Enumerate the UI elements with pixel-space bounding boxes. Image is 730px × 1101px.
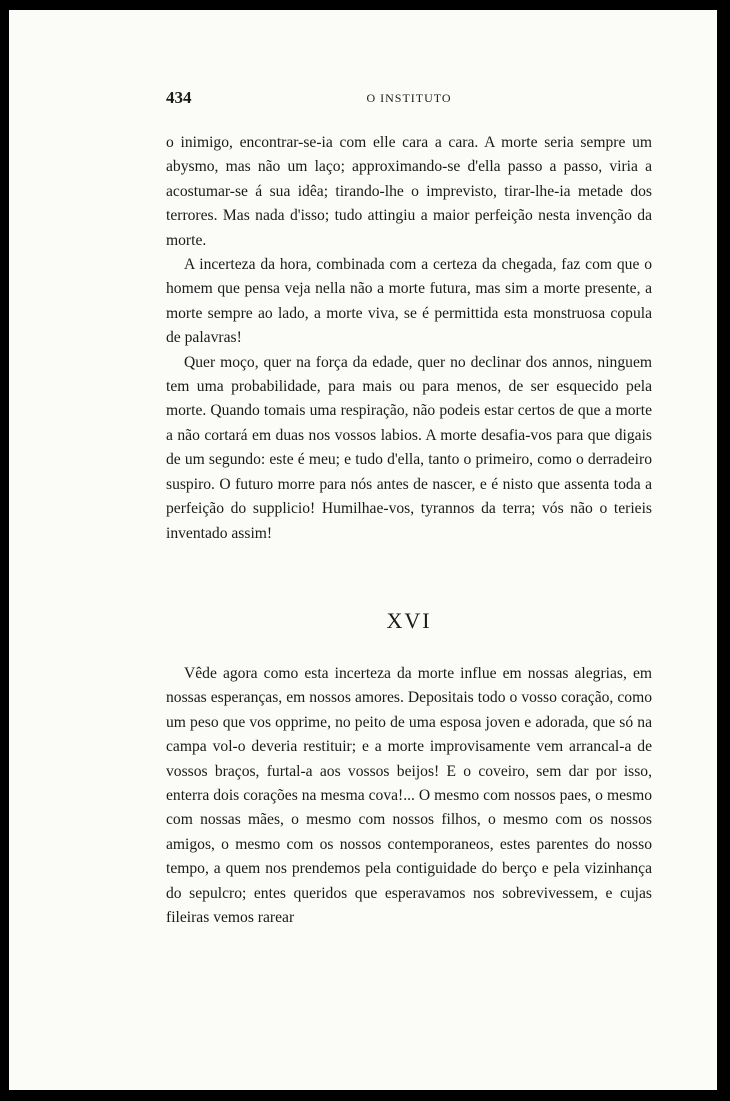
paragraph: Vêde agora como esta incerteza da morte influe em nossas alegrias, em nossas esperanças, em nossos amores. Depositais todo o vosso coração, como um peso que vos opprime, no peito de uma esposa joven e adorada, que só na campa vol-o deveria restituir; e a morte improvisamente vem arrancal-a de vossos braços, furtal-a aos vossos beijos! E o coveiro, sem dar por isso, enterra dois corações na mesma cova!... O mesmo com nossos paes, o mesmo com nossas mães, o mesmo com nossos filhos, o mesmo com os nossos amigos, o mesmo com os nossos contemporaneos, estes parentes do nosso tempo, a quem nos prendemos pela contiguidade do berço e pela vizinhança do sepulcro; entes queridos que esperavamos nos sobrevivessem, e cujas fileiras vemos rarear bbox=[166, 665, 652, 927]
text-block-section-xvi bbox=[166, 662, 652, 930]
page-header bbox=[166, 88, 652, 110]
text-block-continued bbox=[166, 131, 652, 546]
book-page bbox=[9, 10, 717, 1090]
paragraph: A incerteza da hora, combinada com a certeza da chegada, faz com que o homem que pensa veja nella não a morte futura, mas sim a morte presente, a morte sempre ao lado, a morte viva, se é permittida esta monstruosa copula de palavras! bbox=[166, 256, 652, 347]
running-title: O INSTITUTO bbox=[366, 91, 452, 105]
page-number: 434 bbox=[166, 88, 192, 107]
paragraph: Quer moço, quer na força da edade, quer no declinar dos annos, ninguem tem uma probabilidade, para mais ou para menos, de ser esquecido pela morte. Quando tomais uma respiração, não podeis estar certos de que a morte a não cortará em duas nos vossos labios. A morte desafia-vos para que digais de um segundo: este é meu; e tudo d'ella, tanto o primeiro, como o derradeiro suspiro. O futuro morre para nós antes de nascer, e é nisto que assenta toda a perfeição do supplicio! Humilhae-vos, tyrannos da terra; vós não o terieis inventado assim! bbox=[166, 353, 652, 542]
paragraph: o inimigo, encontrar-se-ia com elle cara a cara. A morte seria sempre um abysmo, mas não um laço; approximando-se d'ella passo a passo, viria a acostumar-se á sua idêa; tirando-lhe o imprevisto, tirar-lhe-ia metade dos terrores. Mas nada d'isso; tudo attingiu a maior perfeição nesta invenção da morte. bbox=[166, 134, 652, 249]
section-heading: XVI bbox=[386, 608, 432, 633]
